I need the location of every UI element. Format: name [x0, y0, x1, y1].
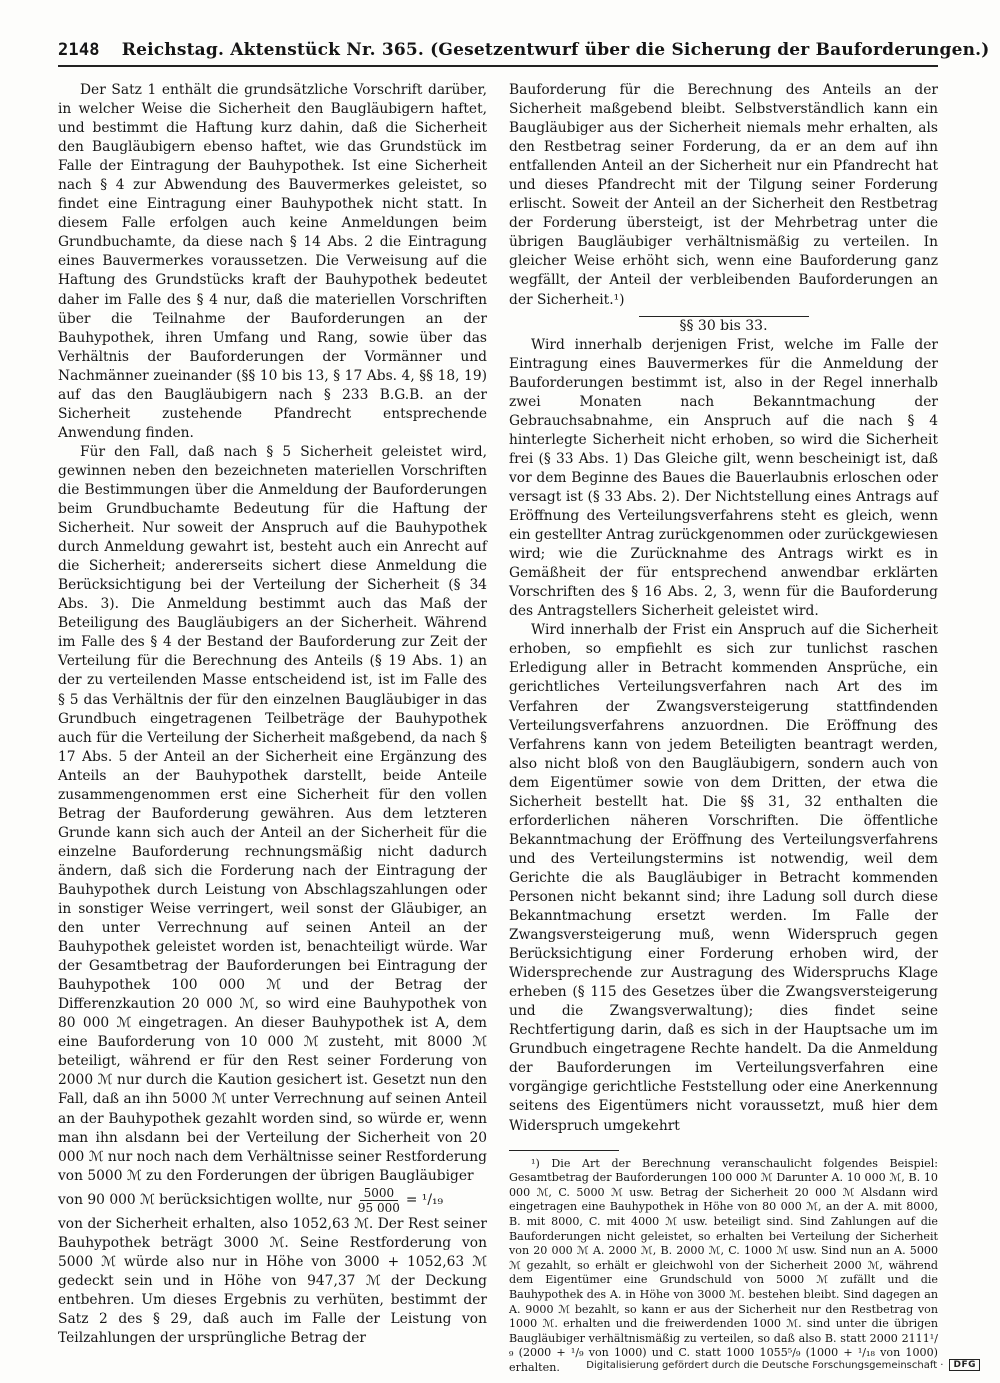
credit-text: Digitalisierung gefördert durch die Deutsche Forschungsgemeinschaft ·	[586, 1359, 944, 1371]
fraction-text-after: = ¹/₁₉	[405, 1191, 444, 1208]
dfg-logo-icon: DFG	[949, 1359, 980, 1371]
footnote: ¹) Die Art der Berechnung veranschaulicht folgendes Beispiel: Gesamtbetrag der Bauforderungen 100 000 ℳ Darunter A. 10 000 ℳ, B. 10 000 ℳ, C. 5000 ℳ usw. Betrag der Sicherheit 20 000 ℳ Alsdann wird eingetragen eine Bauhypothek in Höhe von 80 000 ℳ, an der A. mit 8000, B. mit 8000, C. mit 4000 ℳ usw. beteiligt sind. Sind Zahlungen auf die Bauforderungen nicht geleistet, so erhalten bei Verteilung der Sicherheit von 20 000 ℳ A. 2000 ℳ, B. 2000 ℳ, C. 1000 ℳ usw. Sind nun an A. 5000 ℳ gezahlt, so erhält er gleichwohl von der Sicherheit 2000 ℳ, während dem Eigentümer eine Grundschuld von 5000 ℳ zufällt und die Bauhypothek des A. in Höhe von 3000 ℳ. bestehen bleibt. Sind dagegen an A. 9000 ℳ bezahlt, so kann er aus der Sicherheit nur den Restbetrag von 1000 ℳ. erhalten und die freiwerdenden 1000 ℳ. sind unter die übrigen Baugläubiger verhältnismäßig zu verteilen, so daß also B. statt 2000 2111¹/₉ (2000 + ¹/₉ von 1000) und C. statt 1000 1055⁵/₉ (1000 + ¹/₁₈ von 1000) erhalten.	[509, 1156, 938, 1374]
digitization-credit	[586, 1359, 980, 1371]
fraction-denominator: 95 000	[357, 1200, 400, 1215]
fraction	[358, 1186, 400, 1215]
paragraph: Der Satz 1 enthält die grundsätzliche Vorschrift darüber, in welcher Weise die Sicherheit den Baugläubigern haftet, und bestimmt die Haftung kurz dahin, daß die Sicherheit den Baugläubigern ebenso haftet, wie das Grundstück im Falle der Eintragung der Bauhypothek. Ist eine Sicherheit nach § 4 zur Abwendung des Bauvermerkes geleistet, so findet eine Eintragung einer Bauhypothek nicht statt. In diesem Falle erfolgen auch keine Anmeldungen beim Grundbuchamte, da diese nach § 14 Abs. 2 die Eintragung eines Bauvermerkes voraussetzen. Die Verweisung auf die Haftung des Grundstücks kraft der Bauhypothek bedeutet daher im Falle des § 4 nur, daß die materiellen Vorschriften über die Teilnahme der Bauforderungen an der Bauhypothek, ihren Umfang und Rang, sowie über das Verhältnis der Bauforderungen der Vormänner und Nachmänner zueinander (§§ 10 bis 13, § 17 Abs. 4, §§ 18, 19) auf das den Baugläubigern nach § 233 B.G.B. an der Sicherheit zustehende Pfandrecht entsprechende Anwendung finden.	[58, 82, 487, 441]
page-number: 2148	[58, 40, 100, 60]
text-columns	[58, 81, 938, 1375]
paragraph: Wird innerhalb der Frist ein Anspruch auf die Sicherheit erhoben, so empfiehlt es sich zur tunlichst raschen Erledigung aller in Betracht kommenden Ansprüche, ein gerichtliches Verteilungsverfahren nach Art des im Verfahren der Zwangsversteigerung stattfindenden Verteilungsverfahrens anzuordnen. Die Eröffnung des Verfahrens kann von jedem Beteiligten beantragt werden, also nicht bloß von den Baugläubigern, sondern auch von dem Eigentümer sowie von dem Dritten, der etwa die Sicherheit bestellt hat. Die §§ 31, 32 enthalten die erforderlichen näheren Vorschriften. Die öffentliche Bekanntmachung der Eröffnung des Verteilungsverfahrens und des Verteilungstermins ist notwendig, weil dem Gerichte die als Baugläubiger in Betracht kommenden Personen nicht bekannt sind; ihre Ladung soll durch diese Bekanntmachung ersetzt werden. Im Falle der Zwangsversteigerung muß, wenn Widerspruch gegen Berücksichtigung einer Forderung erhoben wird, der Widersprechende zur Austragung des Widerspruchs Klage erheben (§ 115 des Gesetzes über die Zwangsversteigerung und die Zwangsverwaltung); dies findet seine Rechtfertigung darin, daß es sich in der Hauptsache um im Grundbuch eingetragene Rechte handelt. Da die Anmeldung der Bauforderungen im Verteilungsverfahren eine vorgängige gerichtliche Feststellung oder eine Anerkennung seitens des Eigentümers nicht voraussetzt, muß hier dem Widerspruch umgekehrt	[509, 622, 938, 1134]
left-column	[58, 81, 487, 1375]
fraction-text-before: von 90 000 ℳ berücksichtigen wollte, nur	[58, 1191, 352, 1208]
paragraph: von der Sicherheit erhalten, also 1052,63 ℳ. Der Rest seiner Bauhypothek beträgt 3000 ℳ. Seine Restforderung von 5000 ℳ würde also nur in Höhe von 3000 + 1052,63 ℳ gedeckt sein und in Höhe von 947,37 ℳ der Deckung entbehren. Um dieses Ergebnis zu verhüten, bestimmt der Satz 2 des § 29, daß auch im Falle der Leistung von Teilzahlungen der ursprüngliche Betrag der	[58, 1215, 487, 1346]
running-header	[58, 40, 990, 67]
right-column	[509, 81, 938, 1375]
fraction-line	[58, 1186, 487, 1215]
paragraph: Für den Fall, daß nach § 5 Sicherheit geleistet wird, gewinnen neben den bezeichneten materiellen Vorschriften die Bestimmungen über die Anmeldung der Bauforderungen beim Grundbuchamte Bedeutung für die Haftung der Sicherheit. Nur soweit der Anspruch auf die Bauhypothek durch Anmeldung gewahrt ist, besteht auch ein Anrecht auf die Sicherheit; andererseits sichert diese Anmeldung die Berücksichtigung bei der Verteilung der Sicherheit (§ 34 Abs. 3). Die Anmeldung bestimmt auch das Maß der Beteiligung des Baugläubigers an der Sicherheit. Während im Falle des § 4 der Bestand der Bauforderung zur Zeit der Verteilung für die Berechnung des Anteils (§ 19 Abs. 1) an der zu verteilenden Masse entscheidend ist, ist im Falle des § 5 das Verhältnis der für den einzelnen Baugläubiger in das Grundbuch eingetragenen Teilbeträge der Bauhypothek auch für die Verteilung der Sicherheit maßgebend, da nach § 17 Abs. 5 der Anteil an der Sicherheit eine Ergänzung des Anteils an der Bauhypothek darstellt, beide Anteile zusammengenommen erst eine Sicherheit für den vollen Betrag der Bauforderung gewähren. Aus dem letzteren Grunde kann sich auch der Anteil an der Sicherheit für die einzelne Bauforderung rechnungsmäßig nicht dadurch ändern, daß sich die Forderung nach der Eintragung der Bauhypothek durch Leistung von Abschlagszahlungen oder in sonstiger Weise verringert, weil sonst der Gläubiger, an den unter Verrechnung auf seinen Anteil an der Bauhypothek geleistet worden ist, benachteiligt würde. War der Gesamtbetrag der Bauforderungen bei Eintragung der Bauhypothek 100 000 ℳ und der Betrag der Differenzkaution 20 000 ℳ, so wird eine Bauhypothek von 80 000 ℳ eingetragen. An dieser Bauhypothek ist A, dem eine Bauforderung von 10 000 ℳ zusteht, mit 8000 ℳ beteiligt, während er für den Rest seiner Forderung von 2000 ℳ nur durch die Kaution gesichert ist. Gesetzt nun den Fall, daß an ihn 5000 ℳ unter Verrechnung auf seinen Anteil an der Bauhypothek gezahlt worden sind, so würde er, wenn man ihn alsdann bei der Verteilung der Sicherheit von 20 000 ℳ nur noch nach dem Verhältnisse seiner Restforderung von 5000 ℳ zu den Forderungen der übrigen Baugläubiger	[58, 443, 487, 1184]
page-title: Reichstag. Aktenstück Nr. 365. (Gesetzentwurf über die Sicherung der Bauforderungen.)	[121, 40, 990, 60]
fraction-numerator: 5000	[360, 1186, 399, 1201]
paragraph: Bauforderung für die Berechnung des Anteils an der Sicherheit maßgebend bleibt. Selbstverständlich kann ein Baugläubiger aus der Sicherheit niemals mehr erhalten, als den Restbetrag seiner Forderung, da er an dem auf ihn entfallenden Anteil an der Sicherheit nur ein Pfandrecht hat und dieses Pfandrecht mit der Tilgung seiner Forderung erlischt. Soweit der Anteil an der Sicherheit den Restbetrag der Forderung übersteigt, ist der Mehrbetrag unter die übrigen Baugläubiger verhältnismäßig zu verteilen. In gleicher Weise erhöht sich, wenn eine Bauforderung ganz wegfällt, der Anteil der verbleibenden Bauforderungen an der Sicherheit.¹)	[509, 82, 938, 308]
section-heading: §§ 30 bis 33.	[679, 317, 768, 334]
paragraph: Wird innerhalb derjenigen Frist, welche im Falle der Eintragung eines Bauvermerkes für die Anmeldung der Bauforderungen bestimmt ist, also in der Regel innerhalb zwei Monaten nach Bekanntmachung der Gebrauchsabnahme, ein Anspruch auf die nach § 4 hinterlegte Sicherheit nicht erhoben, so wird die Sicherheit frei (§ 33 Abs. 1) Das Gleiche gilt, wenn bescheinigt ist, daß vor dem Beginne des Baues die Bauerlaubnis erloschen oder versagt ist (§ 33 Abs. 2). Der Nichtstellung eines Antrags auf Eröffnung des Verteilungsverfahrens steht es gleich, wenn ein gestellter Antrag zurückgenommen oder zurückgewiesen wird; wie die Zurücknahme des Antrags wirkt es in Gemäßheit der für entsprechend anwendbar erklärten Vorschriften des § 16 Abs. 2, 3, wenn für die Bauforderung des Antragstellers Sicherheit geleistet wird.	[509, 336, 938, 620]
footnote-divider	[509, 1150, 619, 1151]
